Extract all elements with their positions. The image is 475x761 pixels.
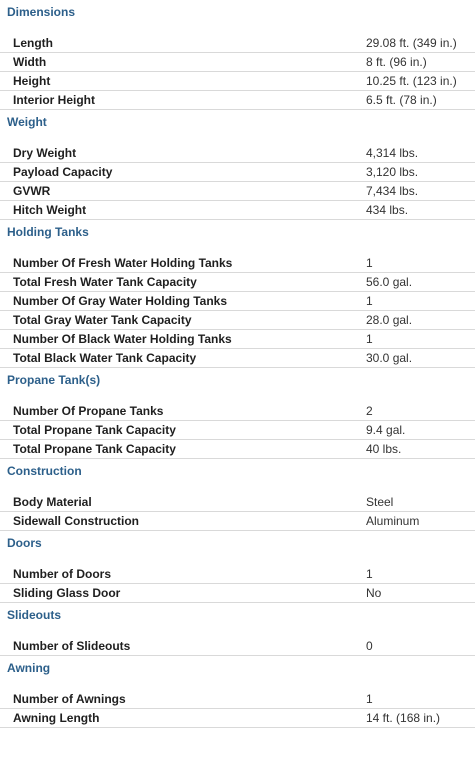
spec-label: Height — [13, 74, 51, 88]
spec-label: Number of Awnings — [13, 692, 126, 706]
spec-value: 8 ft. (96 in.) — [366, 55, 427, 69]
spec-section — [0, 110, 475, 220]
spec-section — [0, 368, 475, 459]
spec-value: 6.5 ft. (78 in.) — [366, 93, 437, 107]
spec-value: 40 lbs. — [366, 442, 402, 456]
section-title: Doors — [7, 536, 42, 550]
spec-value: 1 — [366, 332, 373, 346]
spec-label: Total Propane Tank Capacity — [13, 423, 176, 437]
spec-row — [0, 440, 475, 459]
spec-value: 434 lbs. — [366, 203, 409, 217]
spec-row — [0, 402, 475, 421]
spec-value: 1 — [366, 294, 373, 308]
spec-row — [0, 493, 475, 512]
spec-section — [0, 656, 475, 728]
spec-value: 1 — [366, 692, 373, 706]
spec-label: Total Black Water Tank Capacity — [13, 351, 197, 365]
spec-row — [0, 182, 475, 201]
section-title: Awning — [7, 661, 51, 675]
spec-value: 30.0 gal. — [366, 351, 413, 365]
section-spacer — [0, 134, 475, 144]
section-title: Holding Tanks — [7, 225, 89, 239]
section-title: Construction — [7, 464, 82, 478]
spec-value: 1 — [366, 256, 373, 270]
section-title: Slideouts — [7, 608, 62, 622]
spec-value: 10.25 ft. (123 in.) — [366, 74, 457, 88]
spec-label: Number Of Gray Water Holding Tanks — [13, 294, 228, 308]
spec-row — [0, 292, 475, 311]
spec-section — [0, 0, 475, 110]
spec-row — [0, 709, 475, 728]
spec-value: 0 — [366, 639, 373, 653]
section-spacer — [0, 555, 475, 565]
spec-row — [0, 311, 475, 330]
section-spacer — [0, 483, 475, 493]
spec-value: No — [366, 586, 382, 600]
spec-section — [0, 603, 475, 656]
spec-label: Hitch Weight — [13, 203, 87, 217]
spec-row — [0, 72, 475, 91]
spec-section — [0, 531, 475, 603]
spec-label: Payload Capacity — [13, 165, 113, 179]
spec-value: Steel — [366, 495, 394, 509]
section-spacer — [0, 392, 475, 402]
spec-row — [0, 565, 475, 584]
section-title: Propane Tank(s) — [7, 373, 101, 387]
spec-label: Sidewall Construction — [13, 514, 140, 528]
spec-value: 56.0 gal. — [366, 275, 413, 289]
spec-row — [0, 34, 475, 53]
spec-value: Aluminum — [366, 514, 420, 528]
section-spacer — [0, 680, 475, 690]
section-title: Dimensions — [7, 5, 76, 19]
section-spacer — [0, 627, 475, 637]
spec-section — [0, 220, 475, 368]
spec-label: Length — [13, 36, 53, 50]
spec-row — [0, 584, 475, 603]
spec-label: Total Gray Water Tank Capacity — [13, 313, 192, 327]
spec-label: Total Fresh Water Tank Capacity — [13, 275, 197, 289]
section-spacer — [0, 244, 475, 254]
spec-label: GVWR — [13, 184, 51, 198]
spec-label: Number of Slideouts — [13, 639, 131, 653]
section-spacer — [0, 24, 475, 34]
spec-row — [0, 53, 475, 72]
spec-row — [0, 690, 475, 709]
spec-value: 29.08 ft. (349 in.) — [366, 36, 457, 50]
spec-row — [0, 91, 475, 110]
spec-label: Number of Doors — [13, 567, 112, 581]
spec-row — [0, 512, 475, 531]
spec-row — [0, 144, 475, 163]
spec-row — [0, 254, 475, 273]
spec-row — [0, 349, 475, 368]
spec-value: 14 ft. (168 in.) — [366, 711, 441, 725]
spec-value: 1 — [366, 567, 373, 581]
spec-row — [0, 201, 475, 220]
spec-label: Number Of Propane Tanks — [13, 404, 164, 418]
spec-row — [0, 163, 475, 182]
spec-value: 9.4 gal. — [366, 423, 406, 437]
spec-label: Sliding Glass Door — [13, 586, 121, 600]
spec-row — [0, 637, 475, 656]
spec-section — [0, 459, 475, 531]
spec-row — [0, 421, 475, 440]
spec-value: 28.0 gal. — [366, 313, 413, 327]
spec-value: 3,120 lbs. — [366, 165, 419, 179]
spec-value: 2 — [366, 404, 373, 418]
spec-label: Number Of Fresh Water Holding Tanks — [13, 256, 233, 270]
spec-label: Dry Weight — [13, 146, 77, 160]
section-title: Weight — [7, 115, 47, 129]
spec-label: Total Propane Tank Capacity — [13, 442, 176, 456]
spec-row — [0, 273, 475, 292]
spec-label: Body Material — [13, 495, 92, 509]
spec-label: Interior Height — [13, 93, 96, 107]
spec-value: 7,434 lbs. — [366, 184, 419, 198]
spec-label: Number Of Black Water Holding Tanks — [13, 332, 232, 346]
spec-label: Awning Length — [13, 711, 100, 725]
spec-value: 4,314 lbs. — [366, 146, 419, 160]
spec-row — [0, 330, 475, 349]
spec-label: Width — [13, 55, 47, 69]
